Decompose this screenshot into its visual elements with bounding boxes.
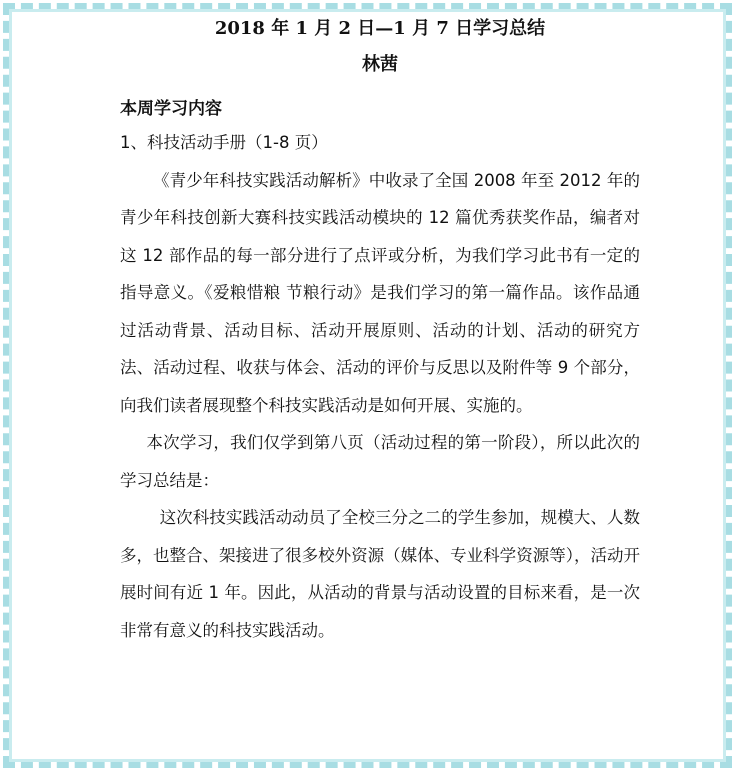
author-name: 林茜 <box>362 54 398 75</box>
document-title: 2018 年 1 月 2 日—1 月 7 日学习总结 <box>214 18 546 39</box>
paragraph-3: 这次科技实践活动动员了全校三分之二的学生参加，规模大、人数多，也整合、架接进了很多校外资源（媒体、专业科学资源等），活动开展时间有近 1 年。因此，从活动的背景与活动设置的目标来看，是一次非常有意义的科技实践活动。 <box>120 508 640 640</box>
document-body <box>120 14 640 649</box>
paragraph-1: 《青少年科技实践活动解析》中收录了全国 2008 年至 2012 年的青少年科技创新大赛科技实践活动模块的 12 篇优秀获奖作品，编者对这 12 部作品的每一部分进行了点评或分析，为我们学习此书有一定的指导意义。《爱粮惜粮 节粮行动》是我们学习的第一篇作品。该作品通过活动背景、活动目标、活动开展原则、活动的计划、活动的研究方法、活动过程、收获与体会、活动的评价与反思以及附件等 9 个部分，向我们读者展现整个科技实践活动是如何开展、实施的。 <box>120 170 640 415</box>
section-heading: 本周学习内容 <box>120 99 222 119</box>
item-title: 1、科技活动手册（1-8 页） <box>120 133 328 152</box>
paragraph-2: 本次学习，我们仅学到第八页（活动过程的第一阶段），所以此次的学习总结是： <box>120 433 640 490</box>
